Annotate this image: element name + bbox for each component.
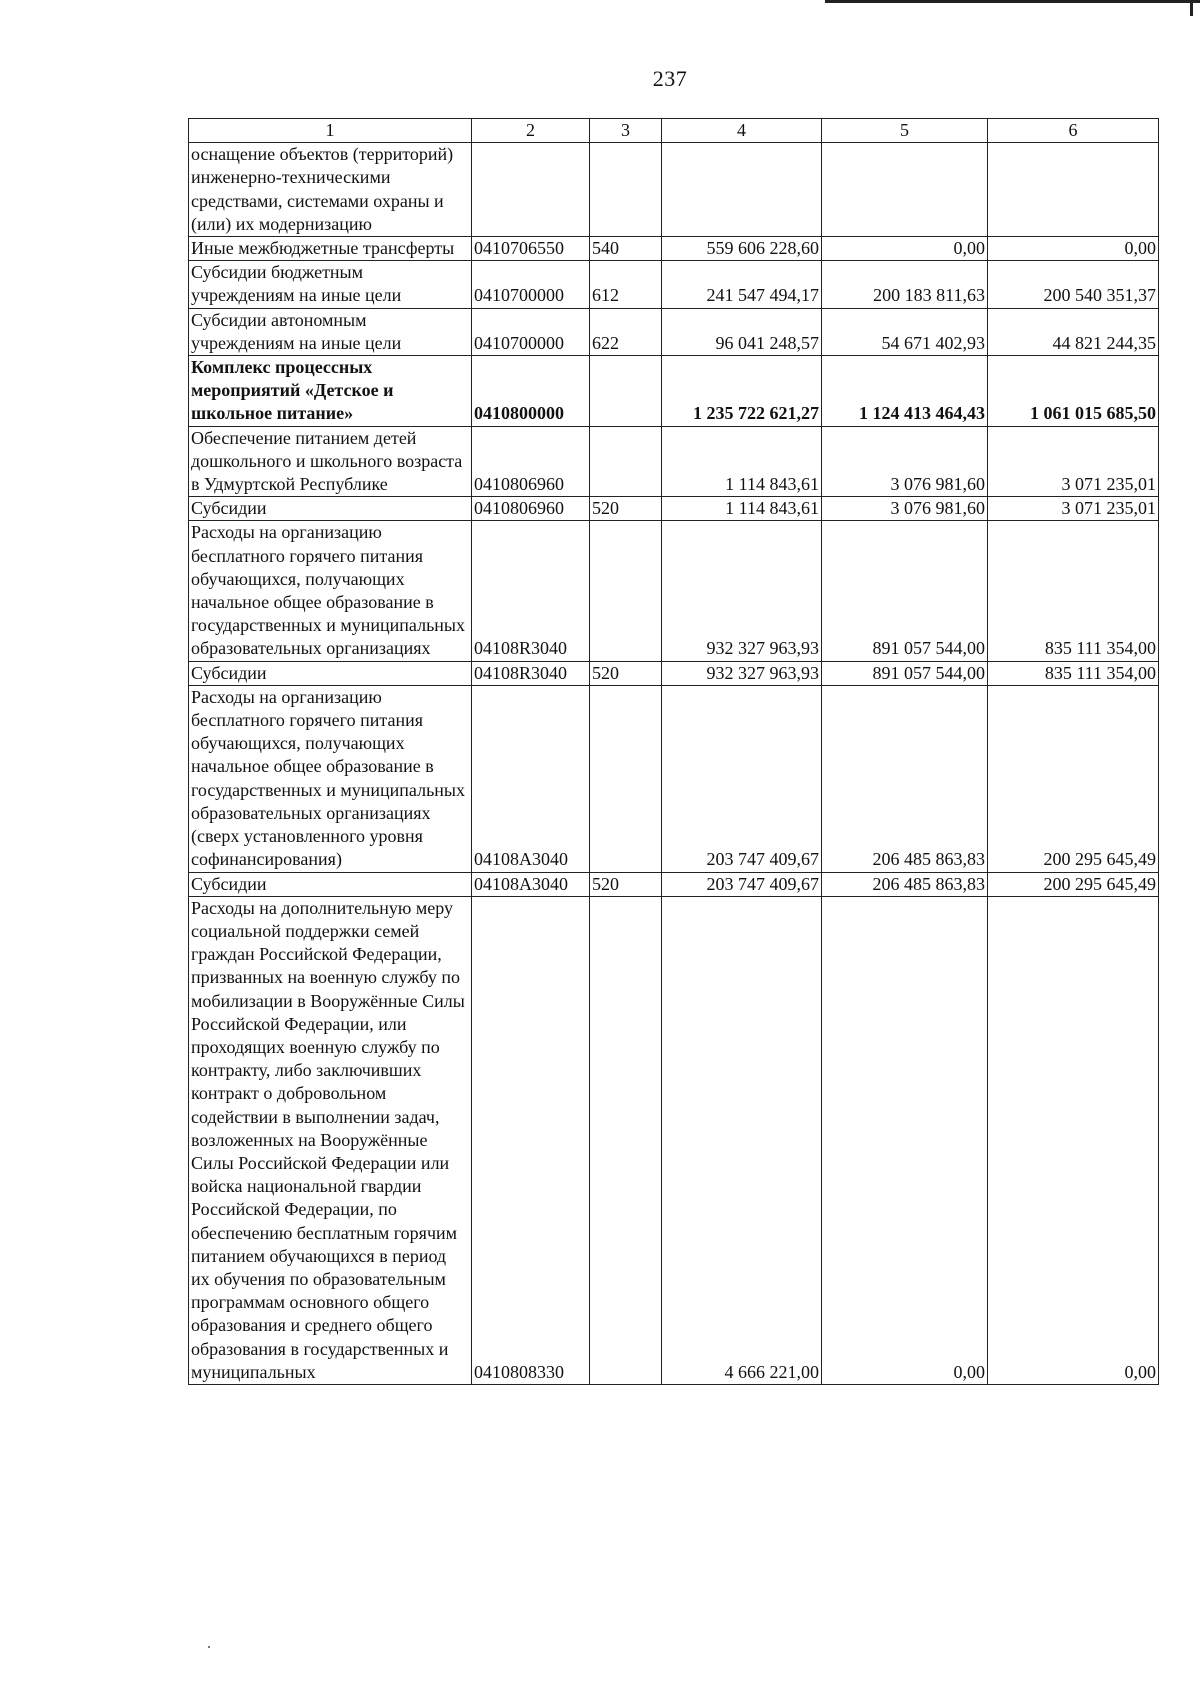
table-row <box>189 497 1159 521</box>
row-name: Субсидии <box>189 661 472 685</box>
row-code: 0410700000 <box>472 261 590 308</box>
column-header-3: 3 <box>590 119 662 143</box>
row-value-6: 3 071 235,01 <box>988 497 1159 521</box>
row-value-6: 0,00 <box>988 896 1159 1384</box>
row-value-5: 1 124 413 464,43 <box>822 356 988 427</box>
row-code: 0410706550 <box>472 237 590 261</box>
row-type: 520 <box>590 661 662 685</box>
table-row <box>189 426 1159 497</box>
row-name: Обеспечение питанием детей дошкольного и школьного возраста в Удмуртской Республике <box>189 426 472 497</box>
row-value-4: 932 327 963,93 <box>662 521 822 661</box>
row-type: 622 <box>590 308 662 355</box>
row-type <box>590 521 662 661</box>
row-value-6: 835 111 354,00 <box>988 661 1159 685</box>
row-name: Субсидии <box>189 872 472 896</box>
row-value-6: 200 540 351,37 <box>988 261 1159 308</box>
table-row <box>189 685 1159 872</box>
column-header-4: 4 <box>662 119 822 143</box>
row-value-4: 96 041 248,57 <box>662 308 822 355</box>
table-row <box>189 261 1159 308</box>
row-value-6: 44 821 244,35 <box>988 308 1159 355</box>
row-value-6: 1 061 015 685,50 <box>988 356 1159 427</box>
row-value-6: 0,00 <box>988 237 1159 261</box>
top-edge-rule-end <box>1190 0 1193 16</box>
row-code: 0410800000 <box>472 356 590 427</box>
row-name: Иные межбюджетные трансферты <box>189 237 472 261</box>
row-value-6: 200 295 645,49 <box>988 872 1159 896</box>
row-name: Расходы на дополнительную меру социальной поддержки семей граждан Российской Федерации, призванных на военную службу по мобилизации в Вооружённые Силы Российской Федерации, или проходящих военную службу по контракту, либо заключивших контракт о добровольном содействии в выполнении задач, возложенных на Вооружённые Силы Российской Федерации или войска национальной гвардии Российской Федерации, по обеспечению бесплатным горячим питанием обучающихся в период их обучения по образовательным программам основного общего образования и среднего общего образования в государственных и муниципальных <box>189 896 472 1384</box>
row-code: 04108А3040 <box>472 685 590 872</box>
row-code <box>472 143 590 237</box>
row-value-5: 3 076 981,60 <box>822 497 988 521</box>
row-code: 04108А3040 <box>472 872 590 896</box>
row-code: 0410806960 <box>472 426 590 497</box>
row-type: 612 <box>590 261 662 308</box>
scan-speck <box>208 1646 210 1648</box>
row-type: 520 <box>590 497 662 521</box>
row-value-5: 206 485 863,83 <box>822 685 988 872</box>
row-type: 540 <box>590 237 662 261</box>
row-code: 0410700000 <box>472 308 590 355</box>
row-name: Субсидии бюджетным учреждениям на иные цели <box>189 261 472 308</box>
row-value-5: 0,00 <box>822 896 988 1384</box>
row-value-4: 203 747 409,67 <box>662 685 822 872</box>
row-value-5: 200 183 811,63 <box>822 261 988 308</box>
row-name: Комплекс процессных мероприятий «Детское и школьное питание» <box>189 356 472 427</box>
table-row <box>189 143 1159 237</box>
row-name: Субсидии автономным учреждениям на иные цели <box>189 308 472 355</box>
budget-table <box>188 118 1159 1385</box>
table-row <box>189 308 1159 355</box>
table-row <box>189 872 1159 896</box>
column-header-1: 1 <box>189 119 472 143</box>
row-value-5: 0,00 <box>822 237 988 261</box>
row-code: 0410808330 <box>472 896 590 1384</box>
top-edge-rule <box>825 0 1200 3</box>
table-row <box>189 661 1159 685</box>
row-type <box>590 685 662 872</box>
row-type: 520 <box>590 872 662 896</box>
row-type <box>590 356 662 427</box>
row-value-5 <box>822 143 988 237</box>
table-row <box>189 896 1159 1384</box>
column-header-5: 5 <box>822 119 988 143</box>
row-value-6: 3 071 235,01 <box>988 426 1159 497</box>
row-value-6: 835 111 354,00 <box>988 521 1159 661</box>
row-code: 04108R3040 <box>472 521 590 661</box>
row-type <box>590 896 662 1384</box>
row-value-5: 891 057 544,00 <box>822 661 988 685</box>
row-value-5: 54 671 402,93 <box>822 308 988 355</box>
row-value-6: 200 295 645,49 <box>988 685 1159 872</box>
row-value-4: 1 114 843,61 <box>662 497 822 521</box>
page-number: 237 <box>652 66 688 91</box>
row-value-5: 891 057 544,00 <box>822 521 988 661</box>
row-value-5: 3 076 981,60 <box>822 426 988 497</box>
column-header-6: 6 <box>988 119 1159 143</box>
row-value-4: 1 114 843,61 <box>662 426 822 497</box>
row-value-4: 559 606 228,60 <box>662 237 822 261</box>
row-code: 04108R3040 <box>472 661 590 685</box>
row-value-5: 206 485 863,83 <box>822 872 988 896</box>
row-type <box>590 143 662 237</box>
row-value-6 <box>988 143 1159 237</box>
row-name: Расходы на организацию бесплатного горячего питания обучающихся, получающих начальное общее образование в государственных и муниципальных образовательных организациях <box>189 521 472 661</box>
header-row <box>189 119 1159 143</box>
row-value-4 <box>662 143 822 237</box>
row-value-4: 4 666 221,00 <box>662 896 822 1384</box>
row-value-4: 1 235 722 621,27 <box>662 356 822 427</box>
row-name: оснащение объектов (территорий) инженерно-техническими средствами, системами охраны и (или) их модернизацию <box>189 143 472 237</box>
row-code: 0410806960 <box>472 497 590 521</box>
table-row <box>189 237 1159 261</box>
column-header-2: 2 <box>472 119 590 143</box>
row-value-4: 932 327 963,93 <box>662 661 822 685</box>
row-value-4: 241 547 494,17 <box>662 261 822 308</box>
table-row <box>189 521 1159 661</box>
row-name: Расходы на организацию бесплатного горячего питания обучающихся, получающих начальное общее образование в государственных и муниципальных образовательных организациях (сверх установленного уровня софинансирования) <box>189 685 472 872</box>
row-name: Субсидии <box>189 497 472 521</box>
table-row-section-total <box>189 356 1159 427</box>
row-type <box>590 426 662 497</box>
row-value-4: 203 747 409,67 <box>662 872 822 896</box>
